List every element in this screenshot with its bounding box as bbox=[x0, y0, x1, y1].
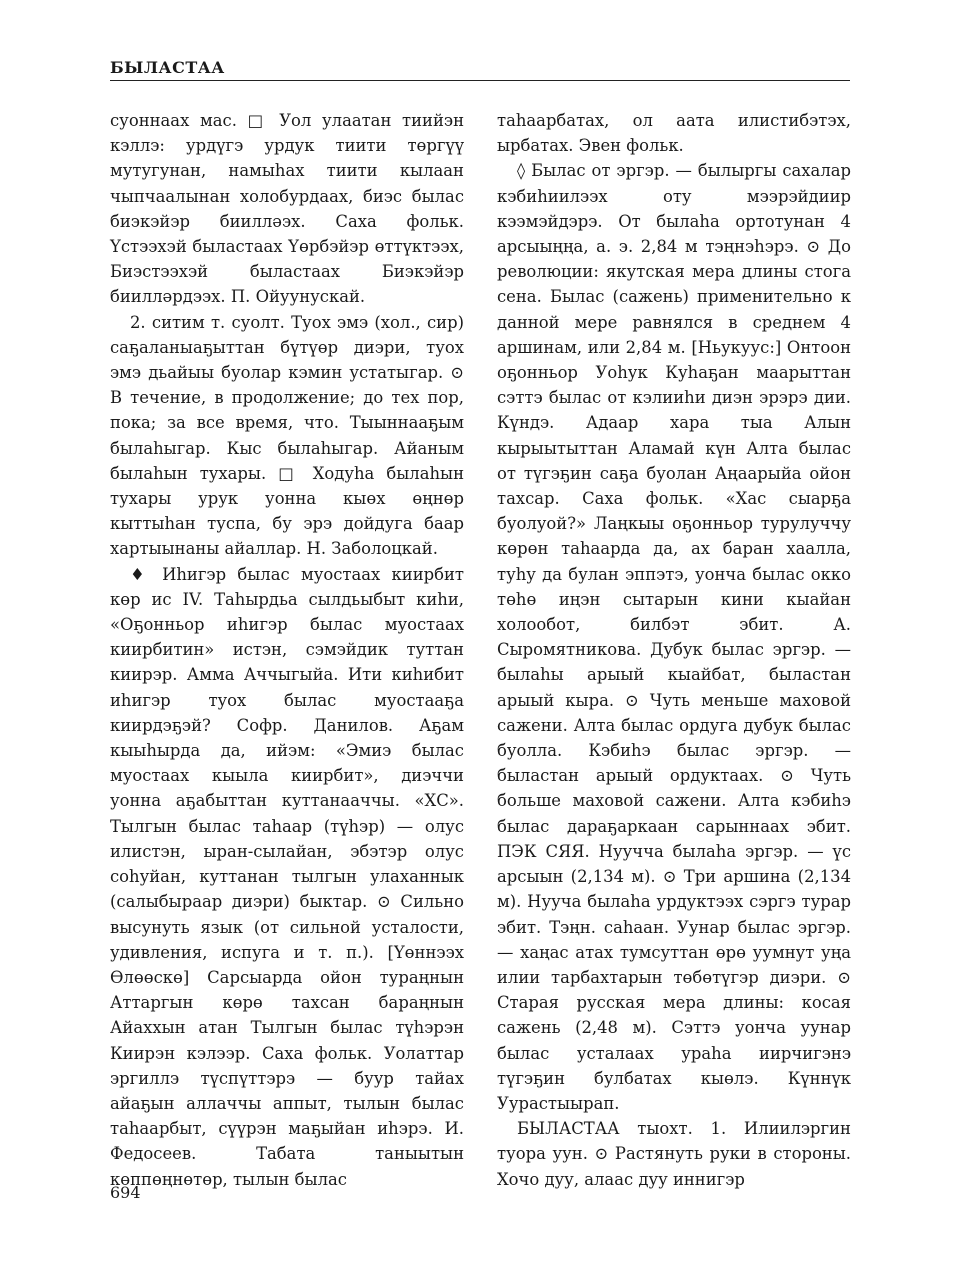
left-column bbox=[110, 108, 464, 1192]
paragraph: таһаарбатах, ол аата илистибэтэх, ырбатах. Эвен фольк. bbox=[497, 111, 851, 156]
page-number: 694 bbox=[110, 1183, 141, 1202]
paragraph: ◊ Былас от эргэр. — былыргы сахалар кэбиһиилээх оту мээрэйдиир кээмэйдэрэ. От былаһа ортотунан 4 арсыыңңа, а. э. 2,84 м тэңнэһэрэ. ⊙ До революции: якутская мера длины стога сена. Былас (сажень) применительно к данной мере равнялся в среднем 4 аршинам, или 2,84 м. [Ньукуус:] Онтоон оҕонньор Уоһук Куһаҕан маарыттан сэттэ былас от кэлииһи диэн эрэрэ дии. Күндэ. Адаар хара тыа Алын кырыытыттан Аламай күн Алта былас от түгэҕин саҕа буолан Аңаарыйа ойон тахсар. Саха фольк. «Хас сыарҕа буолуой?» Лаңкыы оҕонньор турулуччу көрөн таһаарда да, ах баран хаалла, туһу да булан эппэтэ, уонча былас окко төһө иңэн сытарын кини кыайан холообот, билбэт эбит. А. Сыромятникова. Дубук былас эргэр. — былаһы арыый кыайбат, быластан арыый кыра. ⊙ Чуть меньше маховой сажени. Алта былас ордуга дубук былас буолла. Кэбиһэ былас эргэр. — быластан арыый ордуктаах. ⊙ Чуть больше маховой сажени. Алта кэбиһэ былас дараҕаркаан сарыннаах эбит. ПЭК СЯЯ. Нууччa былаһа эргэр. — үс арсыын (2,134 м). ⊙ Три аршина (2,134 м). Нууча былаһа урдуктээх сэргэ турар эбит. Тэңн. саһаан. Уунар былас эргэр. — хаңас атах тумсуттан өрө уумнут уңа илии тарбахтарын төбөтүгэр диэри. ⊙ Старая русская мера длины: косая сажень (2,48 м). Сэттэ уонча уунар былас усталаах ураһа иирчигэнэ түгэҕин булбатах кыөлэ. Күннүк Уурастыырап. bbox=[497, 161, 851, 1113]
paragraph: 2. ситим т. суолт. Туох эмэ (хол., сир) саҕаланыаҕыттан бүтүөр диэри, туох эмэ дьайыы буолар кэмин устатыгар. ⊙ В течение, в продолжение; до тех пор, пока; за все время, что. Тыыннааҕым былаһыгар. Кыс былаһыгар. Айаным былаһын тухары. □ Ходуһа былаһын тухары урук уонна кыөх өңнөр кыттыһан туспа, бу эрэ дойдуга баар хартыынаны айаллар. Н. Заболоцкай. bbox=[110, 312, 464, 559]
paragraph: суоннаах мас. □ Уол улаатан тиийэн кэллэ: урдүгэ урдук тиити төргүү мутугунан, намыһах тиити кылаан чыпчаалынан холобурдаах, биэс былас биэкэйэр биилләэх. Саха фольк. Үстээхэй быластаах Үөрбэйэр өттүктээх, Биэстээхэй быластаах Биэкэйэр биилләрдээх. П. Ойуунускай. bbox=[110, 111, 464, 307]
running-head: БЫЛАСТАА bbox=[110, 58, 225, 77]
header-rule bbox=[110, 80, 850, 81]
right-column bbox=[497, 108, 851, 1192]
paragraph: БЫЛАСТАА тыохт. 1. Илиилэргин туора уун. ⊙ Растянуть руки в стороны. Хочо дуу, алаас дуу иннигэр bbox=[497, 1119, 851, 1189]
paragraph: ♦ Иһигэр былас муостаах киирбит көр ис IV. Таһырдьа сылдьыбыт киһи, «Оҕонньор иһигэр былас муостаах киирбитин» истэн, сэмэйдик туттан киирэр. Амма Аччыгыйа. Ити киһибит иһигэр туох былас муостааҕа киирдэҕэй? Софр. Данилов. Аҕам кыыһырда да, ийэм: «Эмиэ былас муостаах кыыла киирбит», диэччи уонна аҕабыттан куттанааччы. «ХС». Тылгын былас таһаар (түһэр) — олус илистэн, ыран-сылайан, эбэтэр олус соһуйан, куттанан тылгын улаханнык (салыбыраар диэри) быктар. ⊙ Сильно высунуть язык (от сильной усталости, удивления, испуга и т. п.). [Үөннээх Өлөөскө] Сарсыарда ойон тураңнын Аттаргын көрө тахсан бараңнын Айаххын атан Тылгын былас түһэрэн Киирэн кэлээр. Саха фольк. Уолаттар эргиллэ түспүттэрэ — буур тайах айаҕын аллаччы аппыт, тылын былас таһаарбыт, сүүрэн маҕыйан иһэрэ. И. Федосеев. Табата таныытын көппөңнөтөр, тылын былас bbox=[110, 564, 464, 1189]
